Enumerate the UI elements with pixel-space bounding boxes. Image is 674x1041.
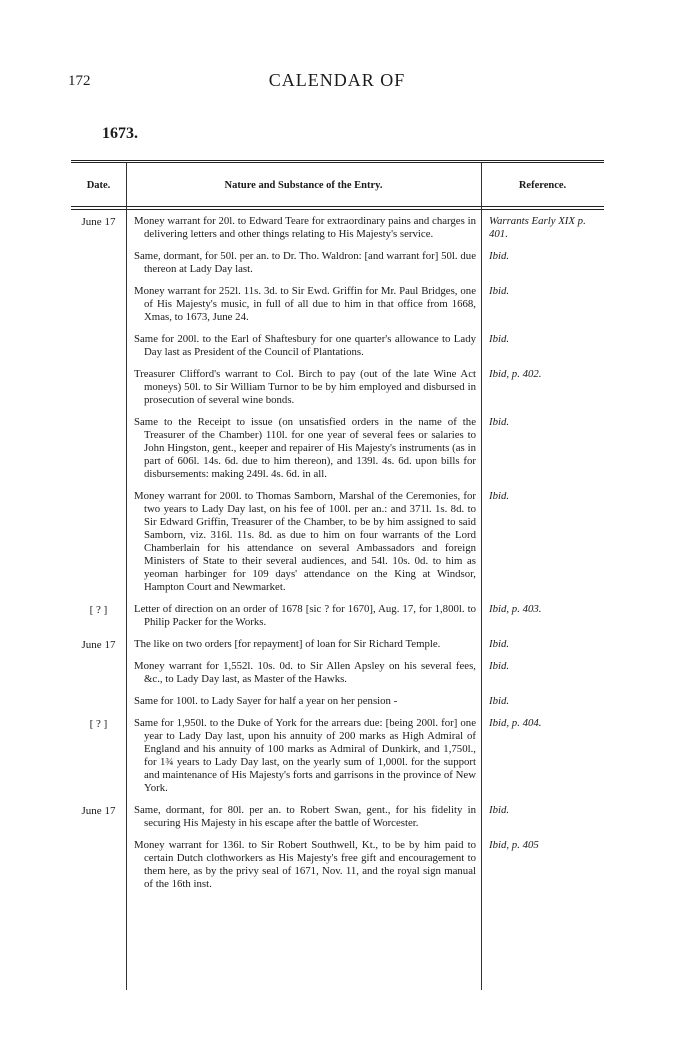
calendar-table (71, 160, 604, 990)
entry-text-cell (134, 333, 476, 359)
entry-date (71, 368, 126, 407)
entry-row (71, 250, 604, 276)
entry-reference: Ibid. (489, 660, 510, 672)
entry-row (71, 490, 604, 594)
entry-reference: Ibid. (489, 333, 510, 345)
entry-date: June 17 (81, 639, 116, 651)
entry-text: Money warrant for 252l. 11s. 3d. to Sir Ewd. Griffin for Mr. Paul Bridges, one of His Majesty's music, in full of all due to him in that office from 1668, Xmas, to 1673, June 24. (134, 285, 476, 323)
header-bottom-rule-inner (71, 209, 604, 210)
entry-date (71, 660, 126, 686)
entry-text-cell (134, 285, 476, 324)
entry-row (71, 333, 604, 359)
entry-text: Money warrant for 1,552l. 10s. 0d. to Sir Allen Apsley on his several fees, &c., to Lady Day last, as Master of the Hawks. (134, 660, 476, 685)
entry-date: June 17 (81, 216, 116, 228)
entry-reference: Ibid. (489, 416, 510, 428)
entry-row (71, 603, 604, 629)
entry-date (71, 285, 126, 324)
entry-row (71, 804, 604, 830)
entry-text-cell (134, 695, 476, 708)
entry-date (71, 333, 126, 359)
entry-text: The like on two orders [for repayment] of loan for Sir Richard Temple. (134, 638, 441, 650)
entry-reference: Ibid. (489, 250, 510, 262)
entry-row (71, 660, 604, 686)
entry-date (71, 695, 126, 708)
entry-text: Same, dormant, for 50l. per an. to Dr. Tho. Waldron: [and warrant for] 50l. due thereon at Lady Day last. (134, 250, 476, 275)
entry-text-cell (134, 839, 476, 891)
entry-text-cell (134, 215, 476, 241)
entry-text-cell (134, 804, 476, 830)
entry-date: [ ? ] (89, 718, 108, 730)
entry-text-cell (134, 416, 476, 481)
entry-row (71, 695, 604, 708)
entry-date (71, 416, 126, 481)
column-header-date: Date. (86, 180, 111, 191)
entry-list (71, 215, 604, 900)
entry-text-cell (134, 368, 476, 407)
entry-text: Letter of direction on an order of 1678 [sic ? for 1670], Aug. 17, for 1,800l. to Philip Packer for the Works. (134, 603, 476, 628)
entry-date: [ ? ] (89, 604, 108, 616)
entry-date: June 17 (81, 805, 116, 817)
entry-row (71, 215, 604, 241)
entry-row (71, 368, 604, 407)
column-header-reference: Reference. (518, 180, 567, 191)
entry-date (71, 250, 126, 276)
table-top-rule (71, 160, 604, 161)
entry-text: Same to the Receipt to issue (on unsatisfied orders in the name of the Treasurer of the Chamber) 110l. for one year of several fees or salaries to John Hingston, gent., keeper and repairer of His Majesty's instruments (as in part of 606l. 14s. 6d. due to him thereon), and 139l. 4s. 6d. upon bills for disbursements: making 249l. 4s. 6d. in all. (134, 416, 476, 480)
entry-reference: Ibid, p. 402. (489, 368, 542, 380)
entry-reference: Warrants Early XIX p. 401. (489, 215, 586, 240)
entry-text: Treasurer Clifford's warrant to Col. Birch to pay (out of the late Wine Act moneys) 50l. to Sir William Turnor to be by him employed and disbursed in prosecution of several wine bonds. (134, 368, 476, 406)
entry-date (71, 490, 126, 594)
entry-row (71, 717, 604, 795)
entry-reference: Ibid. (489, 285, 510, 297)
entry-reference: Ibid. (489, 804, 510, 816)
entry-text-cell (134, 638, 476, 651)
page-number: 172 (68, 73, 91, 89)
entry-reference: Ibid. (489, 490, 510, 502)
table-top-rule-inner (71, 162, 604, 163)
entry-text: Money warrant for 136l. to Sir Robert Southwell, Kt., to be by him paid to certain Dutch clothworkers as His Majesty's free gift and encouragement to them here, as by the privy seal of 1671, Nov. 11, and the royal sign manual of the 16th inst. (134, 839, 476, 890)
entry-date (71, 839, 126, 891)
year-heading: 1673. (102, 125, 138, 142)
entry-row (71, 416, 604, 481)
entry-text-cell (134, 660, 476, 686)
entry-row (71, 839, 604, 891)
header-bottom-rule (71, 206, 604, 207)
entry-text-cell (134, 490, 476, 594)
entry-text: Same, dormant, for 80l. per an. to Robert Swan, gent., for his fidelity in securing His Majesty in his escape after the battle of Worcester. (134, 804, 476, 829)
entry-text: Same for 200l. to the Earl of Shaftesbury for one quarter's allowance to Lady Day last as President of the Council of Plantations. (134, 333, 476, 358)
entry-text-cell (134, 250, 476, 276)
entry-text-cell (134, 717, 476, 795)
entry-text: Same for 1,950l. to the Duke of York for the arrears due: [being 200l. for] one year to Lady Day last, upon his annuity of 200 marks as High Admiral of England and his annuity of 100 marks as Admiral of Dunkirk, and 1,750l., for 1¾ years to Lady Day last, on the yearly sum of 1,000l. for the support and maintenance of His Majesty's forts and garrisons in the province of New York. (134, 717, 476, 794)
entry-reference: Ibid, p. 405 (489, 839, 539, 851)
entry-reference: Ibid, p. 404. (489, 717, 542, 729)
page-title: CALENDAR OF (268, 70, 406, 90)
entry-text: Money warrant for 200l. to Thomas Samborn, Marshal of the Ceremonies, for two years to Lady Day last, on his fee of 100l. per an.: and 371l. 1s. 8d. to Sir Edward Griffin, Treasurer of the Chamber, to be by him assigned to said Samborn, viz. 316l. 11s. 8d. as due to him on four warrants of the Lord Chamberlain for his attendance on several Ambassadors and foreign Ministers of State to their several audiences, and 54l. 10s. 0d. to him as yeoman harbinger for 109 days' attendance on the King at Windsor, Hampton Court and Newmarket. (134, 490, 476, 593)
entry-reference: Ibid, p. 403. (489, 603, 542, 615)
entry-text-cell (134, 603, 476, 629)
entry-row (71, 285, 604, 324)
entry-row (71, 638, 604, 651)
entry-reference: Ibid. (489, 638, 510, 650)
entry-text: Money warrant for 20l. to Edward Teare for extraordinary pains and charges in delivering letters and other things relating to His Majesty's service. (134, 215, 476, 240)
column-header-nature: Nature and Substance of the Entry. (224, 180, 383, 191)
entry-text: Same for 100l. to Lady Sayer for half a year on her pension - (134, 695, 398, 707)
entry-reference: Ibid. (489, 695, 510, 707)
